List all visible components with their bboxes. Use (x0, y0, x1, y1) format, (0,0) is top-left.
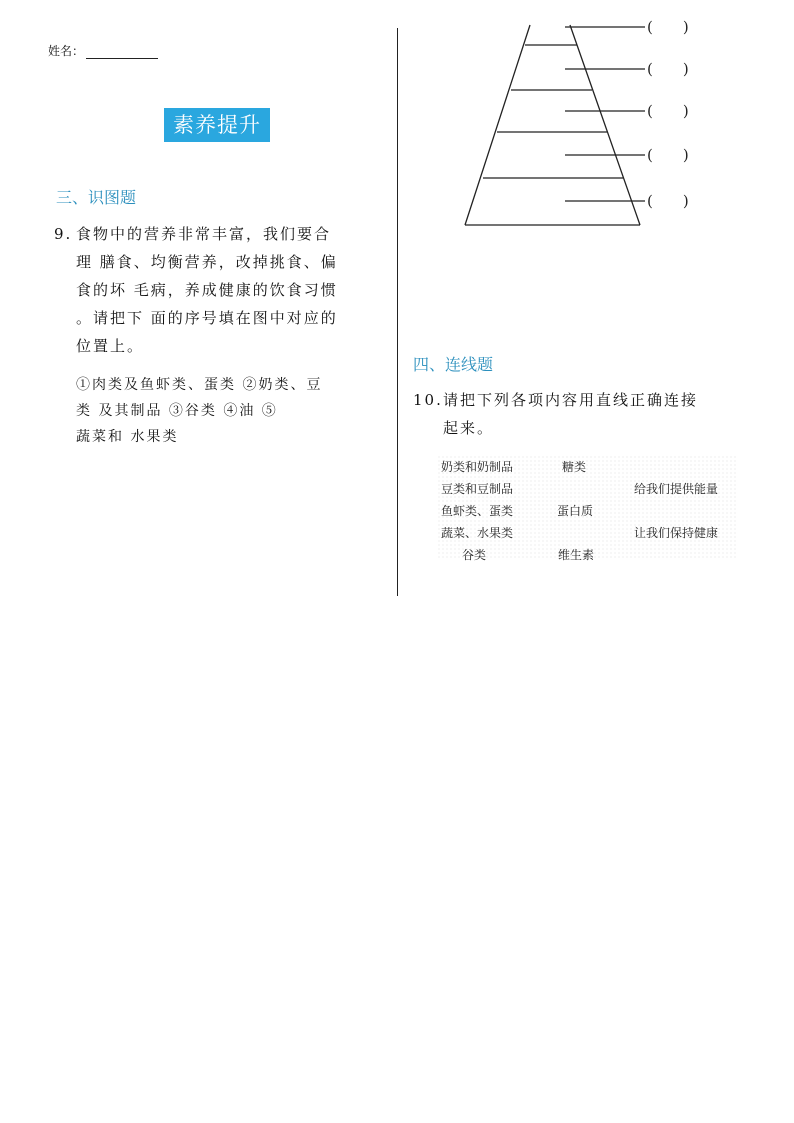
section-4-title: 四、连线题 (413, 355, 494, 374)
match-left-item[interactable]: 鱼虾类、蛋类 (441, 504, 514, 518)
question-10-number: 10. (413, 391, 443, 409)
question-9-line: 。请把下 面的序号填在图中对应的 (76, 309, 338, 327)
match-middle-item[interactable]: 糖类 (562, 460, 587, 474)
pyramid-answer-bracket[interactable]: ( ) (647, 20, 689, 36)
match-right-item[interactable]: 让我们保持健康 (634, 526, 719, 540)
match-left-item[interactable]: 奶类和奶制品 (441, 460, 514, 474)
match-left-item[interactable]: 谷类 (462, 548, 487, 562)
food-pyramid-diagram (455, 20, 725, 230)
pyramid-left-edge (465, 25, 530, 225)
question-9-options (76, 372, 376, 450)
column-divider (397, 28, 398, 596)
pyramid-answer-bracket[interactable]: ( ) (647, 60, 689, 78)
match-middle-item[interactable]: 维生素 (558, 548, 595, 562)
match-left-item[interactable]: 豆类和豆制品 (441, 482, 514, 496)
pyramid-answer-bracket[interactable]: ( ) (647, 146, 689, 164)
literacy-badge: 素养提升 (164, 108, 270, 142)
option-line: ①肉类及鱼虾类、蛋类 ②奶类、豆 (76, 377, 323, 393)
match-left-item[interactable]: 蔬菜、水果类 (441, 526, 514, 540)
question-10-line: 起来。 (443, 419, 495, 437)
question-9-line: 食的坏 毛病，养成健康的饮食习惯 (76, 281, 338, 299)
question-9-line: 位置上。 (76, 337, 145, 355)
question-10-line: 请把下列各项内容用直线正确连接 (443, 391, 699, 409)
question-10 (413, 386, 753, 442)
pyramid-answer-bracket[interactable]: ( ) (647, 192, 689, 210)
question-9-number: 9. (54, 225, 73, 243)
question-9-line: 食物中的营养非常丰富，我们要合 (76, 225, 332, 243)
question-9 (54, 220, 374, 360)
option-line: 类 及其制品 ③谷类 ④油 ⑤ (76, 403, 278, 419)
match-right-item[interactable]: 给我们提供能量 (634, 482, 719, 496)
name-label: 姓名： (48, 44, 85, 58)
option-line: 蔬菜和 水果类 (76, 429, 179, 445)
matching-exercise (437, 455, 737, 560)
match-middle-item[interactable]: 蛋白质 (557, 504, 594, 518)
section-3-title: 三、识图题 (56, 188, 137, 207)
pyramid-answer-bracket[interactable]: ( ) (647, 102, 689, 120)
pyramid-right-edge (570, 25, 640, 225)
name-field (48, 42, 158, 59)
name-blank-line[interactable] (86, 44, 158, 59)
question-9-line: 理 膳食、均衡营养，改掉挑食、偏 (76, 253, 338, 271)
